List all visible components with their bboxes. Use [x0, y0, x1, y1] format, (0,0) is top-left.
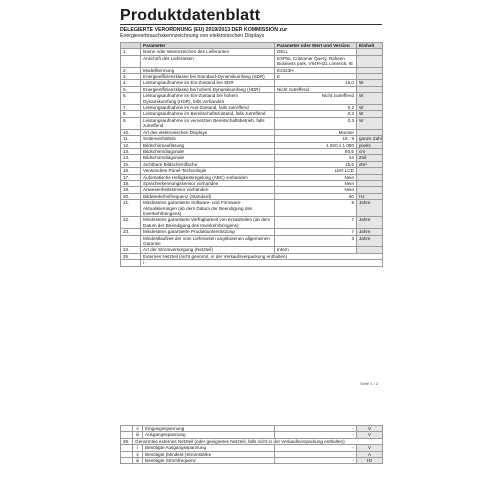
- table-row: [121, 117, 383, 129]
- row-number: 9.: [121, 117, 141, 129]
- row-parameter: Seitenverhältnis: [141, 136, 275, 142]
- row-number: 24.: [121, 247, 141, 253]
- row-number: 15.: [121, 161, 141, 167]
- header-parameter-cell: Parameter: [141, 43, 275, 49]
- row-parameter: Externes Netzteil (nicht genormt, in der Verkaufsverpackung enthalten): [141, 253, 383, 259]
- row-value: 16 : 9: [275, 136, 357, 142]
- row-number: 20.: [121, 193, 141, 199]
- row-number: [121, 235, 141, 247]
- row-value: E: [275, 74, 357, 80]
- row-value: -: [275, 458, 357, 464]
- row-value: -: [275, 451, 357, 457]
- row-number: 18.: [121, 180, 141, 186]
- row-unit: W: [357, 80, 383, 86]
- row-value: 8: [275, 200, 357, 217]
- table-row: [121, 55, 383, 67]
- row-number: 4.: [121, 80, 141, 86]
- row-value: 0,3: [275, 105, 357, 111]
- table-row: [121, 200, 383, 217]
- row-value: 0,3: [275, 111, 357, 117]
- row-parameter: Spracherkennungssensor vorhanden: [141, 180, 275, 186]
- page-number: Seite 1 / 2: [360, 381, 379, 386]
- row-value: E2423H: [275, 67, 357, 73]
- row-value: 15,6: [275, 161, 357, 167]
- row-value: LED LCD: [275, 168, 357, 174]
- row-value: 3: [275, 235, 357, 247]
- row-parameter: Mindestens garantierte Software- und Firmware-Aktualisierungen (ab dem Datum der Beendigung des Inverkehrbringens): [141, 200, 275, 217]
- row-number: 2.: [121, 67, 141, 73]
- row-value: -: [275, 432, 357, 438]
- row-parameter: Automatische Helligkeitsregelung (ABC) vorhanden: [141, 174, 275, 180]
- row-value: DELL: [275, 49, 357, 55]
- row-value: Monitor: [275, 129, 357, 135]
- row-number: 13.: [121, 148, 141, 154]
- row-parameter: Bildwiederholfrequenz (Standard): [141, 193, 275, 199]
- row-unit: V: [357, 432, 383, 438]
- header-unit-cell: Einheit: [357, 43, 383, 49]
- row-value: -: [275, 445, 357, 451]
- row-unit: ganze Zahl: [357, 136, 383, 142]
- row-value: 1 920 x 1 080: [275, 142, 357, 148]
- row-parameter: Mindestlaufzeit der vom Lieferanten angebotenen allgemeinen Garantie: [141, 235, 275, 247]
- row-number: 11.: [121, 136, 141, 142]
- row-number: 12.: [121, 142, 141, 148]
- row-unit: Jahre: [357, 217, 383, 229]
- row-parameter: Bildschirmauflösung: [141, 142, 275, 148]
- row-value: Nein: [275, 174, 357, 180]
- row-unit: Zoll: [357, 155, 383, 161]
- table-row: [121, 235, 383, 247]
- row-number: 16.: [121, 168, 141, 174]
- row-parameter: i -: [141, 260, 383, 266]
- datasheet-table-continued: [120, 425, 383, 464]
- row-parameter: Art der Stromversorgung (Netzteil): [141, 247, 275, 253]
- row-parameter: Anwesenheitssensor vorhanden: [141, 187, 275, 193]
- row-parameter: Benötigte Stromfrequenz: [143, 458, 275, 464]
- row-parameter: Art des elektronischen Displays: [141, 129, 275, 135]
- row-value: 16,0: [275, 80, 357, 86]
- datasheet-table: [120, 42, 383, 267]
- row-unit: dm²: [357, 161, 383, 167]
- table-row: [121, 93, 383, 105]
- row-number: 19.: [121, 187, 141, 193]
- row-parameter: Verwendete Panel-Technologie: [141, 168, 275, 174]
- row-value: Nein: [275, 187, 357, 193]
- row-value: 60,5: [275, 148, 357, 154]
- header-value-cell: Parameter oder Wert und Version: [275, 43, 357, 49]
- row-unit: pixels: [357, 142, 383, 148]
- row-subindex: ii: [133, 451, 143, 457]
- row-unit: W: [357, 93, 383, 105]
- row-unit: W: [357, 105, 383, 111]
- row-unit: W: [357, 117, 383, 129]
- row-subindex: i: [133, 445, 143, 451]
- row-number: 25.: [121, 253, 141, 259]
- regulation-line: DELEGIERTE VERORDNUNG (EU) 2019/2013 DER KOMMISSION zur: [120, 27, 288, 33]
- row-parameter: Leistungsaufnahme im vernetzten Bereitschaftsbetrieb, falls zutreffend: [141, 117, 275, 129]
- row-parameter: Benötigte (Mindest-)Stromstärke: [143, 451, 275, 457]
- row-parameter: Modellkennung: [141, 67, 275, 73]
- row-parameter: Mindestens garantierte Produktunterstützung: [141, 229, 275, 235]
- row-value: Nicht zutreffend: [275, 86, 357, 92]
- row-value: -: [275, 426, 357, 432]
- row-number: 23.: [121, 229, 141, 235]
- row-parameter: Leistungsaufnahme im Aus-Zustand, falls zutreffend: [141, 105, 275, 111]
- row-unit: A: [357, 451, 383, 457]
- row-unit: [357, 55, 383, 67]
- table-row: [121, 458, 383, 464]
- row-value: 24: [275, 155, 357, 161]
- row-unit: cm: [357, 148, 383, 154]
- title-underline: [120, 24, 382, 25]
- table-row: [121, 438, 383, 444]
- row-subindex: iii: [133, 458, 143, 464]
- row-unit: V: [357, 445, 383, 451]
- row-number: 26.: [121, 438, 133, 444]
- row-unit: Hz: [357, 193, 383, 199]
- row-value: Intern: [275, 247, 357, 253]
- row-parameter: Mindestens garantierte Verfügbarkeit von Ersatzteilen (ab dem Datum der Beendigung des Inverkehrbringens): [141, 217, 275, 229]
- row-unit: Hz: [357, 458, 383, 464]
- row-number: 17.: [121, 174, 141, 180]
- row-number: 1.: [121, 49, 141, 55]
- row-number: 6.: [121, 93, 141, 105]
- row-parameter: Bildschirmdiagonale: [141, 148, 275, 154]
- row-unit: V: [357, 426, 383, 432]
- row-number: 21.: [121, 200, 141, 217]
- row-parameter: Leistungsaufnahme im Ein-Zustand bei SDR: [141, 80, 275, 86]
- table-row: [121, 217, 383, 229]
- row-parameter: Sichtbare Bildschirmfläche: [141, 161, 275, 167]
- row-number: 5.: [121, 86, 141, 92]
- row-subindex: iii: [133, 432, 143, 438]
- row-parameter: Ausgangsspannung: [143, 432, 275, 438]
- row-value: 7: [275, 229, 357, 235]
- row-value: 0,3: [275, 117, 357, 129]
- row-parameter: Leistungsaufnahme im Ein-Zustand bei hohem Dynamikumfang (HDR), falls vorhanden: [141, 93, 275, 105]
- page-title: Produktdatenblatt: [120, 7, 261, 24]
- row-parameter: Benötigte Ausgangsspannung: [143, 445, 275, 451]
- row-parameter: Eingangsspannung: [143, 426, 275, 432]
- row-value: Nein: [275, 180, 357, 186]
- row-value: 60: [275, 193, 357, 199]
- row-value: Nicht zutreffend: [275, 93, 357, 105]
- row-parameter: Anschrift des Lieferanten: [141, 55, 275, 67]
- row-number: 7.: [121, 105, 141, 111]
- row-number: [121, 458, 133, 464]
- row-parameter: Energieeffizienzklasse bei hohem Dynamikumfang (HDR): [141, 86, 275, 92]
- row-parameter: Energieeffizienzklasse bei Standard-Dynamikumfang (SDR): [141, 74, 275, 80]
- row-number: 10.: [121, 129, 141, 135]
- row-parameter: Bildschirmdiagonale: [141, 155, 275, 161]
- row-value: EXPEL Customer Query, Raheen Business park, V94FH21 Limerick, IE: [275, 55, 357, 67]
- row-unit: Jahre: [357, 229, 383, 235]
- row-number: [121, 55, 141, 67]
- row-unit: Jahre: [357, 200, 383, 217]
- row-parameter: Leistungsaufnahme im Bereitschaftszustand, falls zutreffend: [141, 111, 275, 117]
- row-number: [121, 260, 141, 266]
- row-number: 8.: [121, 111, 141, 117]
- table-row: [121, 260, 383, 266]
- row-number: 3.: [121, 74, 141, 80]
- row-parameter: Genormtes externes Netzteil (oder geeignetes Netzteil, falls nicht in der Verkaufsverpackung enthalten): [133, 438, 383, 444]
- row-number: 22.: [121, 217, 141, 229]
- row-parameter: Name oder Warenzeichen des Lieferanten: [141, 49, 275, 55]
- row-unit: Jahre: [357, 235, 383, 247]
- row-number: 14.: [121, 155, 141, 161]
- regulation-subline: Energieverbrauchskennzeichnung von elektronischen Displays: [120, 33, 265, 39]
- row-subindex: ii: [133, 426, 143, 432]
- row-value: 7: [275, 217, 357, 229]
- row-unit: W: [357, 111, 383, 117]
